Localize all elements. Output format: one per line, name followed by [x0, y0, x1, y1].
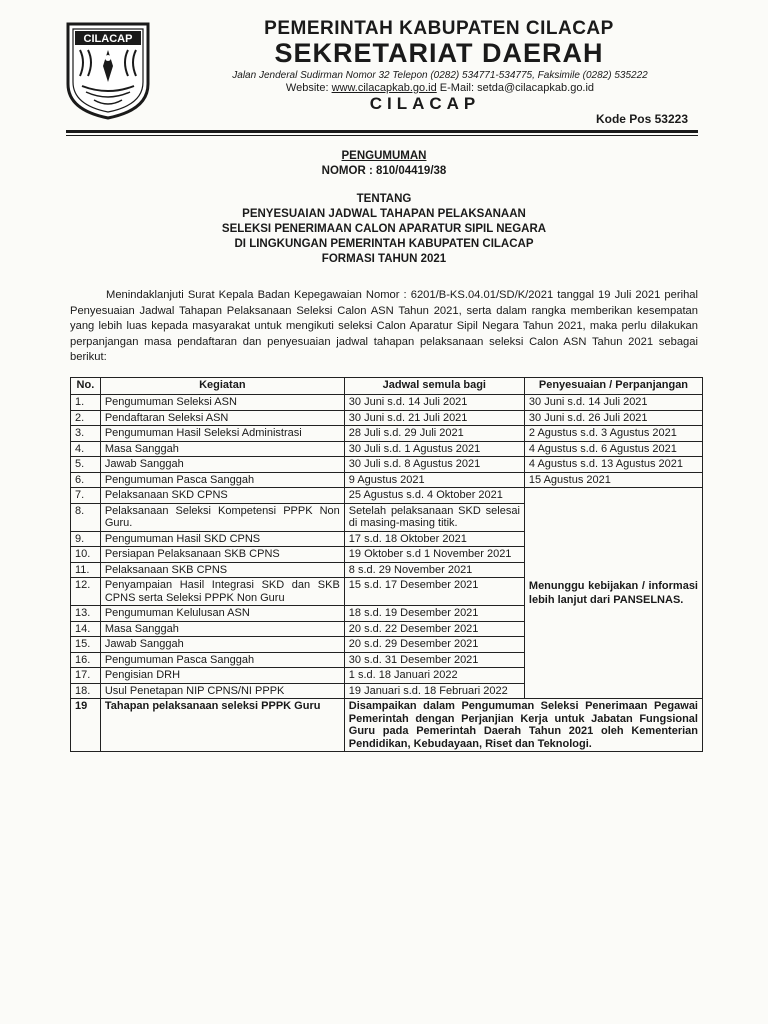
row-no: 17.	[71, 668, 101, 684]
letterhead-divider-thin	[66, 135, 698, 136]
row-no: 19	[71, 699, 101, 752]
row-jadwal: 30 s.d. 31 Desember 2021	[344, 652, 524, 668]
merged-pending-note: Menunggu kebijakan / informasi lebih lanjut dari PANSELNAS.	[524, 488, 702, 699]
row-no: 7.	[71, 488, 101, 504]
row-no: 6.	[71, 472, 101, 488]
table-row	[71, 457, 703, 473]
table-row-19	[71, 699, 703, 752]
header-penyesuaian: Penyesuaian / Perpanjangan	[524, 378, 702, 395]
header-office-name: SEKRETARIAT DAERAH	[274, 38, 604, 68]
row-penyesuaian: 4 Agustus s.d. 13 Agustus 2021	[524, 457, 702, 473]
table-row	[71, 395, 703, 411]
header-no: No.	[71, 378, 101, 395]
row-jadwal: Setelah pelaksanaan SKD selesai di masing-masing titik.	[344, 503, 524, 531]
row-no: 16.	[71, 652, 101, 668]
intro-paragraph: Menindaklanjuti Surat Kepala Badan Kepegawaian Nomor : 6201/B-KS.04.01/SD/K/2021 tanggal 19 Juli 2021 perihal Penyesuaian Jadwal Tahapan Pelaksanaan Seleksi Calon ASN Tahun 2021, serta dalam rangka memberikan kesempatan yang lebih luas kepada masyarakat untuk mengikuti seleksi Calon Aparatur Sipil Negara Tahun 2021, maka perlu dilakukan perpanjangan masa pendaftaran dan penyesuaian jadwal tahapan pelaksanaan seleksi Calon ASN Tahun 2021 sebagai berikut:	[70, 289, 698, 363]
row-no: 14.	[71, 621, 101, 637]
row-no: 12.	[71, 578, 101, 606]
website-label: Website:	[285, 82, 332, 94]
row-kegiatan: Jawab Sanggah	[100, 637, 344, 653]
row-penyesuaian: 30 Juni s.d. 26 Juli 2021	[524, 410, 702, 426]
row-kegiatan: Pengumuman Hasil SKD CPNS	[100, 531, 344, 547]
row-no: 3.	[71, 426, 101, 442]
row-kegiatan: Pelaksanaan SKB CPNS	[100, 562, 344, 578]
row-kegiatan: Masa Sanggah	[100, 441, 344, 457]
row-kegiatan: Masa Sanggah	[100, 621, 344, 637]
row-kegiatan: Pelaksanaan SKD CPNS	[100, 488, 344, 504]
row-no: 4.	[71, 441, 101, 457]
row-jadwal: 28 Juli s.d. 29 Juli 2021	[344, 426, 524, 442]
row-kegiatan: Persiapan Pelaksanaan SKB CPNS	[100, 547, 344, 563]
row-kegiatan: Jawab Sanggah	[100, 457, 344, 473]
row-jadwal: 25 Agustus s.d. 4 Oktober 2021	[344, 488, 524, 504]
row-jadwal: 19 Januari s.d. 18 Februari 2022	[344, 683, 524, 699]
subject-line: SELEKSI PENERIMAAN CALON APARATUR SIPIL NEGARA	[221, 223, 547, 235]
postal-code: Kode Pos 53223	[595, 112, 688, 126]
row19-note: Disampaikan dalam Pengumuman Seleksi Penerimaan Pegawai Pemerintah dengan Perjanjian Kerja untuk Jabatan Fungsional Guru pada Pemerintah Daerah Tahun 2021 oleh Kementerian Pendidikan, Kebudayaan, Riset dan Teknologi.	[344, 699, 702, 752]
row-no: 18.	[71, 683, 101, 699]
row-kegiatan: Pengumuman Seleksi ASN	[100, 395, 344, 411]
row-jadwal: 18 s.d. 19 Desember 2021	[344, 606, 524, 622]
row-jadwal: 1 s.d. 18 Januari 2022	[344, 668, 524, 684]
header-city: CILACAP	[369, 94, 481, 113]
row-kegiatan: Penyampaian Hasil Integrasi SKD dan SKB CPNS serta Seleksi PPPK Non Guru	[100, 578, 344, 606]
header-jadwal: Jadwal semula bagi	[344, 378, 524, 395]
subject-line: DI LINGKUNGAN PEMERINTAH KABUPATEN CILACAP	[234, 238, 534, 250]
row-penyesuaian: 30 Juni s.d. 14 Juli 2021	[524, 395, 702, 411]
row-no: 9.	[71, 531, 101, 547]
row-penyesuaian: 2 Agustus s.d. 3 Agustus 2021	[524, 426, 702, 442]
header-government-name: PEMERINTAH KABUPATEN CILACAP	[264, 18, 614, 39]
row-no: 2.	[71, 410, 101, 426]
subject-line: PENYESUAIAN JADWAL TAHAPAN PELAKSANAAN	[242, 208, 526, 220]
row-no: 5.	[71, 457, 101, 473]
row-jadwal: 20 s.d. 29 Desember 2021	[344, 637, 524, 653]
row-jadwal: 30 Juli s.d. 8 Agustus 2021	[344, 457, 524, 473]
table-row	[71, 410, 703, 426]
table-row	[71, 472, 703, 488]
row-jadwal: 19 Oktober s.d 1 November 2021	[344, 547, 524, 563]
letterhead-divider-thick	[66, 130, 698, 133]
email-text: E-Mail: setda@cilacapkab.go.id	[436, 82, 595, 94]
table-header-row	[71, 378, 703, 395]
row-kegiatan: Pengumuman Hasil Seleksi Administrasi	[100, 426, 344, 442]
row-no: 10.	[71, 547, 101, 563]
row-jadwal: 9 Agustus 2021	[344, 472, 524, 488]
header-contact	[160, 82, 720, 94]
row-jadwal: 17 s.d. 18 Oktober 2021	[344, 531, 524, 547]
row-penyesuaian: 4 Agustus s.d. 6 Agustus 2021	[524, 441, 702, 457]
row-kegiatan: Pengumuman Pasca Sanggah	[100, 472, 344, 488]
header-address: Jalan Jenderal Sudirman Nomor 32 Telepon (0282) 534771-534775, Faksimile (0282) 535222	[232, 70, 648, 81]
announcement-tentang: TENTANG	[356, 193, 412, 205]
row-kegiatan: Pelaksanaan Seleksi Kompetensi PPPK Non Guru.	[100, 503, 344, 531]
row-kegiatan: Pengumuman Pasca Sanggah	[100, 652, 344, 668]
row-kegiatan: Usul Penetapan NIP CPNS/NI PPPK	[100, 683, 344, 699]
announcement-number: NOMOR : 810/04419/38	[321, 165, 447, 177]
row-jadwal: 30 Juni s.d. 14 Juli 2021	[344, 395, 524, 411]
row-kegiatan: Tahapan pelaksanaan seleksi PPPK Guru	[100, 699, 344, 752]
table-row	[71, 441, 703, 457]
row-no: 11.	[71, 562, 101, 578]
row-kegiatan: Pengumuman Kelulusan ASN	[100, 606, 344, 622]
logo-text: CILACAP	[83, 33, 133, 45]
row-kegiatan: Pendaftaran Seleksi ASN	[100, 410, 344, 426]
website-link[interactable]: www.cilacapkab.go.id	[331, 82, 437, 94]
table-row	[71, 488, 703, 504]
row-no: 15.	[71, 637, 101, 653]
table-row	[71, 426, 703, 442]
row-kegiatan: Pengisian DRH	[100, 668, 344, 684]
schedule-table	[70, 377, 703, 752]
row-jadwal: 20 s.d. 22 Desember 2021	[344, 621, 524, 637]
announcement-heading: PENGUMUMAN	[341, 150, 427, 162]
row-jadwal: 15 s.d. 17 Desember 2021	[344, 578, 524, 606]
row-no: 13.	[71, 606, 101, 622]
row-penyesuaian: 15 Agustus 2021	[524, 472, 702, 488]
row-jadwal: 30 Juni s.d. 21 Juli 2021	[344, 410, 524, 426]
row-no: 1.	[71, 395, 101, 411]
header-kegiatan: Kegiatan	[100, 378, 344, 395]
row-no: 8.	[71, 503, 101, 531]
subject-line: FORMASI TAHUN 2021	[321, 253, 447, 265]
row-jadwal: 30 Juli s.d. 1 Agustus 2021	[344, 441, 524, 457]
row-jadwal: 8 s.d. 29 November 2021	[344, 562, 524, 578]
